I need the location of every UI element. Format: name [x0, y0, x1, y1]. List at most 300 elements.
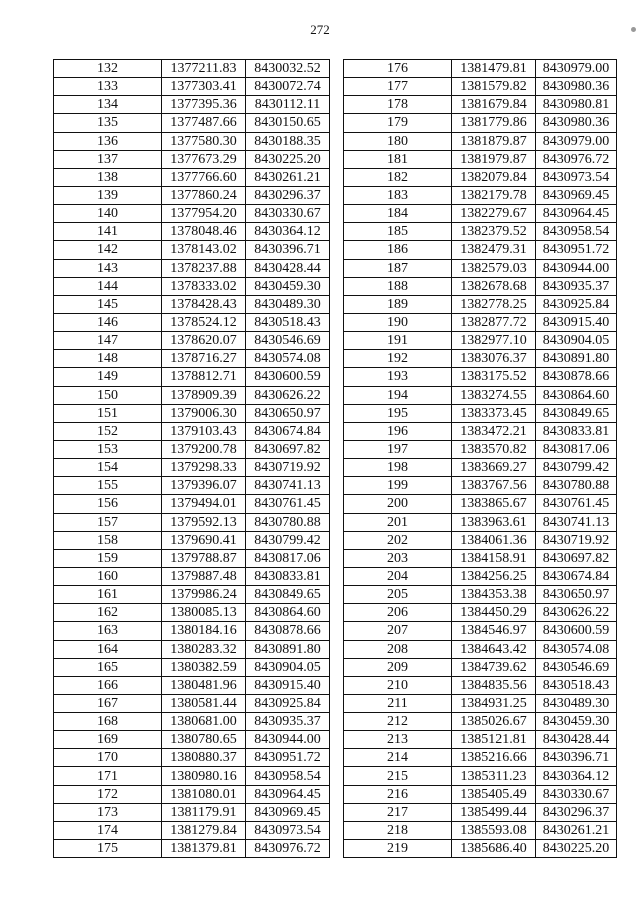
table-row	[54, 803, 330, 821]
y-coordinate-cell: 8430626.22	[536, 604, 617, 622]
point-number-cell: 188	[344, 277, 452, 295]
point-number-cell: 147	[54, 332, 162, 350]
x-coordinate-cell: 1379200.78	[162, 440, 246, 458]
y-coordinate-cell: 8430904.05	[536, 332, 617, 350]
point-number-cell: 196	[344, 422, 452, 440]
table-row	[54, 78, 330, 96]
point-number-cell: 203	[344, 549, 452, 567]
x-coordinate-cell: 1384450.29	[452, 604, 536, 622]
table-row	[54, 223, 330, 241]
table-row	[54, 495, 330, 513]
point-number-cell: 204	[344, 567, 452, 585]
scan-speck	[631, 27, 636, 32]
point-number-cell: 202	[344, 531, 452, 549]
point-number-cell: 145	[54, 295, 162, 313]
y-coordinate-cell: 8430761.45	[536, 495, 617, 513]
point-number-cell: 219	[344, 840, 452, 858]
table-row	[344, 586, 617, 604]
point-number-cell: 213	[344, 731, 452, 749]
x-coordinate-cell: 1380481.96	[162, 676, 246, 694]
table-row	[344, 640, 617, 658]
table-row	[344, 549, 617, 567]
table-row	[344, 604, 617, 622]
y-coordinate-cell: 8430935.37	[536, 277, 617, 295]
x-coordinate-cell: 1382479.31	[452, 241, 536, 259]
point-number-cell: 200	[344, 495, 452, 513]
y-coordinate-cell: 8430891.80	[536, 350, 617, 368]
y-coordinate-cell: 8430964.45	[246, 785, 330, 803]
point-number-cell: 168	[54, 713, 162, 731]
point-number-cell: 132	[54, 60, 162, 78]
x-coordinate-cell: 1380382.59	[162, 658, 246, 676]
x-coordinate-cell: 1382279.67	[452, 205, 536, 223]
table-row	[344, 440, 617, 458]
table-row	[54, 332, 330, 350]
point-number-cell: 174	[54, 821, 162, 839]
y-coordinate-cell: 8430958.54	[536, 223, 617, 241]
y-coordinate-cell: 8430626.22	[246, 386, 330, 404]
y-coordinate-cell: 8430330.67	[246, 205, 330, 223]
x-coordinate-cell: 1379298.33	[162, 459, 246, 477]
table-row	[344, 132, 617, 150]
y-coordinate-cell: 8430951.72	[536, 241, 617, 259]
y-coordinate-cell: 8430904.05	[246, 658, 330, 676]
y-coordinate-cell: 8430849.65	[536, 404, 617, 422]
y-coordinate-cell: 8430518.43	[246, 313, 330, 331]
point-number-cell: 217	[344, 803, 452, 821]
point-number-cell: 153	[54, 440, 162, 458]
x-coordinate-cell: 1381779.86	[452, 114, 536, 132]
table-row	[54, 205, 330, 223]
x-coordinate-cell: 1382179.78	[452, 186, 536, 204]
point-number-cell: 169	[54, 731, 162, 749]
x-coordinate-cell: 1383963.61	[452, 513, 536, 531]
y-coordinate-cell: 8430864.60	[246, 604, 330, 622]
point-number-cell: 138	[54, 168, 162, 186]
y-coordinate-cell: 8430489.30	[246, 295, 330, 313]
table-row	[54, 350, 330, 368]
y-coordinate-cell: 8430979.00	[536, 132, 617, 150]
y-coordinate-cell: 8430980.81	[536, 96, 617, 114]
table-row	[344, 150, 617, 168]
y-coordinate-cell: 8430973.54	[246, 821, 330, 839]
point-number-cell: 135	[54, 114, 162, 132]
y-coordinate-cell: 8430741.13	[536, 513, 617, 531]
y-coordinate-cell: 8430799.42	[536, 459, 617, 477]
y-coordinate-cell: 8430396.71	[536, 749, 617, 767]
x-coordinate-cell: 1378428.43	[162, 295, 246, 313]
table-row	[344, 459, 617, 477]
x-coordinate-cell: 1377954.20	[162, 205, 246, 223]
point-number-cell: 161	[54, 586, 162, 604]
x-coordinate-cell: 1385686.40	[452, 840, 536, 858]
table-row	[344, 78, 617, 96]
table-row	[344, 350, 617, 368]
point-number-cell: 206	[344, 604, 452, 622]
x-coordinate-cell: 1383274.55	[452, 386, 536, 404]
x-coordinate-cell: 1378524.12	[162, 313, 246, 331]
point-number-cell: 152	[54, 422, 162, 440]
point-number-cell: 194	[344, 386, 452, 404]
point-number-cell: 158	[54, 531, 162, 549]
x-coordinate-cell: 1382977.10	[452, 332, 536, 350]
x-coordinate-cell: 1382778.25	[452, 295, 536, 313]
x-coordinate-cell: 1377395.36	[162, 96, 246, 114]
x-coordinate-cell: 1382579.03	[452, 259, 536, 277]
y-coordinate-cell: 8430849.65	[246, 586, 330, 604]
x-coordinate-cell: 1379103.43	[162, 422, 246, 440]
x-coordinate-cell: 1385121.81	[452, 731, 536, 749]
table-row	[54, 749, 330, 767]
y-coordinate-cell: 8430935.37	[246, 713, 330, 731]
point-number-cell: 164	[54, 640, 162, 658]
table-row	[54, 785, 330, 803]
table-row	[54, 404, 330, 422]
table-row	[344, 259, 617, 277]
y-coordinate-cell: 8430574.08	[246, 350, 330, 368]
x-coordinate-cell: 1385311.23	[452, 767, 536, 785]
point-number-cell: 216	[344, 785, 452, 803]
table-row	[54, 713, 330, 731]
table-row	[54, 241, 330, 259]
x-coordinate-cell: 1384546.97	[452, 622, 536, 640]
x-coordinate-cell: 1381579.82	[452, 78, 536, 96]
y-coordinate-cell: 8430600.59	[536, 622, 617, 640]
y-coordinate-cell: 8430459.30	[246, 277, 330, 295]
y-coordinate-cell: 8430864.60	[536, 386, 617, 404]
table-row	[54, 658, 330, 676]
point-number-cell: 149	[54, 368, 162, 386]
point-number-cell: 165	[54, 658, 162, 676]
y-coordinate-cell: 8430976.72	[536, 150, 617, 168]
point-number-cell: 171	[54, 767, 162, 785]
x-coordinate-cell: 1383570.82	[452, 440, 536, 458]
x-coordinate-cell: 1384835.56	[452, 676, 536, 694]
point-number-cell: 212	[344, 713, 452, 731]
x-coordinate-cell: 1381479.81	[452, 60, 536, 78]
y-coordinate-cell: 8430979.00	[536, 60, 617, 78]
y-coordinate-cell: 8430719.92	[536, 531, 617, 549]
x-coordinate-cell: 1379986.24	[162, 586, 246, 604]
y-coordinate-cell: 8430697.82	[246, 440, 330, 458]
y-coordinate-cell: 8430973.54	[536, 168, 617, 186]
table-row	[344, 495, 617, 513]
point-number-cell: 148	[54, 350, 162, 368]
y-coordinate-cell: 8430969.45	[246, 803, 330, 821]
point-number-cell: 160	[54, 567, 162, 585]
y-coordinate-cell: 8430674.84	[536, 567, 617, 585]
table-row	[54, 60, 330, 78]
table-row	[344, 676, 617, 694]
x-coordinate-cell: 1379006.30	[162, 404, 246, 422]
table-row	[54, 386, 330, 404]
y-coordinate-cell: 8430833.81	[536, 422, 617, 440]
table-row	[54, 132, 330, 150]
table-row	[344, 622, 617, 640]
y-coordinate-cell: 8430780.88	[536, 477, 617, 495]
point-number-cell: 198	[344, 459, 452, 477]
x-coordinate-cell: 1377487.66	[162, 114, 246, 132]
x-coordinate-cell: 1378048.46	[162, 223, 246, 241]
point-number-cell: 187	[344, 259, 452, 277]
table-row	[54, 477, 330, 495]
y-coordinate-cell: 8430650.97	[536, 586, 617, 604]
y-coordinate-cell: 8430546.69	[246, 332, 330, 350]
y-coordinate-cell: 8430976.72	[246, 840, 330, 858]
x-coordinate-cell: 1382079.84	[452, 168, 536, 186]
table-row	[54, 277, 330, 295]
table-row	[54, 96, 330, 114]
y-coordinate-cell: 8430878.66	[536, 368, 617, 386]
point-number-cell: 191	[344, 332, 452, 350]
x-coordinate-cell: 1384256.25	[452, 567, 536, 585]
point-number-cell: 182	[344, 168, 452, 186]
y-coordinate-cell: 8430891.80	[246, 640, 330, 658]
y-coordinate-cell: 8430761.45	[246, 495, 330, 513]
x-coordinate-cell: 1385026.67	[452, 713, 536, 731]
point-number-cell: 156	[54, 495, 162, 513]
x-coordinate-cell: 1385216.66	[452, 749, 536, 767]
x-coordinate-cell: 1380283.32	[162, 640, 246, 658]
point-number-cell: 139	[54, 186, 162, 204]
y-coordinate-cell: 8430261.21	[536, 821, 617, 839]
x-coordinate-cell: 1378333.02	[162, 277, 246, 295]
x-coordinate-cell: 1379788.87	[162, 549, 246, 567]
table-row	[54, 821, 330, 839]
y-coordinate-cell: 8430650.97	[246, 404, 330, 422]
table-row	[344, 277, 617, 295]
x-coordinate-cell: 1383669.27	[452, 459, 536, 477]
point-number-cell: 172	[54, 785, 162, 803]
y-coordinate-cell: 8430428.44	[536, 731, 617, 749]
y-coordinate-cell: 8430697.82	[536, 549, 617, 567]
table-row	[344, 60, 617, 78]
point-number-cell: 184	[344, 205, 452, 223]
point-number-cell: 205	[344, 586, 452, 604]
point-number-cell: 140	[54, 205, 162, 223]
y-coordinate-cell: 8430330.67	[536, 785, 617, 803]
y-coordinate-cell: 8430799.42	[246, 531, 330, 549]
table-row	[54, 259, 330, 277]
table-row	[344, 513, 617, 531]
x-coordinate-cell: 1378812.71	[162, 368, 246, 386]
point-number-cell: 210	[344, 676, 452, 694]
table-row	[344, 731, 617, 749]
point-number-cell: 167	[54, 694, 162, 712]
x-coordinate-cell: 1383472.21	[452, 422, 536, 440]
table-row	[344, 186, 617, 204]
y-coordinate-cell: 8430428.44	[246, 259, 330, 277]
x-coordinate-cell: 1380880.37	[162, 749, 246, 767]
point-number-cell: 133	[54, 78, 162, 96]
table-row	[54, 422, 330, 440]
table-row	[344, 168, 617, 186]
x-coordinate-cell: 1383175.52	[452, 368, 536, 386]
point-number-cell: 162	[54, 604, 162, 622]
x-coordinate-cell: 1381979.87	[452, 150, 536, 168]
point-number-cell: 201	[344, 513, 452, 531]
x-coordinate-cell: 1383865.67	[452, 495, 536, 513]
x-coordinate-cell: 1381279.84	[162, 821, 246, 839]
point-number-cell: 136	[54, 132, 162, 150]
table-row	[54, 186, 330, 204]
x-coordinate-cell: 1384158.91	[452, 549, 536, 567]
y-coordinate-cell: 8430296.37	[536, 803, 617, 821]
point-number-cell: 143	[54, 259, 162, 277]
table-row	[54, 640, 330, 658]
table-row	[54, 549, 330, 567]
y-coordinate-cell: 8430878.66	[246, 622, 330, 640]
point-number-cell: 209	[344, 658, 452, 676]
coordinates-table-left	[53, 59, 330, 858]
point-number-cell: 155	[54, 477, 162, 495]
table-row	[54, 567, 330, 585]
x-coordinate-cell: 1379494.01	[162, 495, 246, 513]
x-coordinate-cell: 1383373.45	[452, 404, 536, 422]
table-row	[54, 368, 330, 386]
point-number-cell: 144	[54, 277, 162, 295]
x-coordinate-cell: 1385405.49	[452, 785, 536, 803]
y-coordinate-cell: 8430032.52	[246, 60, 330, 78]
point-number-cell: 192	[344, 350, 452, 368]
y-coordinate-cell: 8430951.72	[246, 749, 330, 767]
y-coordinate-cell: 8430150.65	[246, 114, 330, 132]
y-coordinate-cell: 8430980.36	[536, 114, 617, 132]
table-row	[344, 767, 617, 785]
y-coordinate-cell: 8430296.37	[246, 186, 330, 204]
x-coordinate-cell: 1381879.87	[452, 132, 536, 150]
x-coordinate-cell: 1380581.44	[162, 694, 246, 712]
table-row	[54, 676, 330, 694]
x-coordinate-cell: 1382877.72	[452, 313, 536, 331]
y-coordinate-cell: 8430574.08	[536, 640, 617, 658]
y-coordinate-cell: 8430817.06	[246, 549, 330, 567]
y-coordinate-cell: 8430925.84	[536, 295, 617, 313]
y-coordinate-cell: 8430958.54	[246, 767, 330, 785]
point-number-cell: 181	[344, 150, 452, 168]
x-coordinate-cell: 1379592.13	[162, 513, 246, 531]
table-row	[54, 586, 330, 604]
y-coordinate-cell: 8430674.84	[246, 422, 330, 440]
point-number-cell: 163	[54, 622, 162, 640]
table-row	[344, 785, 617, 803]
point-number-cell: 214	[344, 749, 452, 767]
point-number-cell: 146	[54, 313, 162, 331]
point-number-cell: 159	[54, 549, 162, 567]
y-coordinate-cell: 8430925.84	[246, 694, 330, 712]
point-number-cell: 178	[344, 96, 452, 114]
point-number-cell: 208	[344, 640, 452, 658]
x-coordinate-cell: 1384061.36	[452, 531, 536, 549]
x-coordinate-cell: 1378620.07	[162, 332, 246, 350]
table-row	[344, 477, 617, 495]
y-coordinate-cell: 8430980.36	[536, 78, 617, 96]
x-coordinate-cell: 1384353.38	[452, 586, 536, 604]
y-coordinate-cell: 8430915.40	[246, 676, 330, 694]
x-coordinate-cell: 1380184.16	[162, 622, 246, 640]
table-row	[344, 567, 617, 585]
x-coordinate-cell: 1379690.41	[162, 531, 246, 549]
table-row	[54, 459, 330, 477]
table-row	[344, 386, 617, 404]
table-row	[344, 295, 617, 313]
x-coordinate-cell: 1380780.65	[162, 731, 246, 749]
point-number-cell: 207	[344, 622, 452, 640]
point-number-cell: 189	[344, 295, 452, 313]
table-row	[344, 531, 617, 549]
x-coordinate-cell: 1381080.01	[162, 785, 246, 803]
x-coordinate-cell: 1377766.60	[162, 168, 246, 186]
x-coordinate-cell: 1385593.08	[452, 821, 536, 839]
table-row	[344, 404, 617, 422]
table-row	[344, 422, 617, 440]
table-row	[54, 114, 330, 132]
point-number-cell: 142	[54, 241, 162, 259]
x-coordinate-cell: 1379887.48	[162, 567, 246, 585]
table-row	[344, 749, 617, 767]
table-row	[54, 313, 330, 331]
y-coordinate-cell: 8430225.20	[246, 150, 330, 168]
page-number: 272	[310, 22, 330, 37]
y-coordinate-cell: 8430396.71	[246, 241, 330, 259]
point-number-cell: 180	[344, 132, 452, 150]
point-number-cell: 157	[54, 513, 162, 531]
y-coordinate-cell: 8430964.45	[536, 205, 617, 223]
point-number-cell: 170	[54, 749, 162, 767]
x-coordinate-cell: 1379396.07	[162, 477, 246, 495]
y-coordinate-cell: 8430459.30	[536, 713, 617, 731]
table-row	[54, 150, 330, 168]
y-coordinate-cell: 8430944.00	[536, 259, 617, 277]
table-row	[344, 368, 617, 386]
x-coordinate-cell: 1381379.81	[162, 840, 246, 858]
table-row	[344, 840, 617, 858]
y-coordinate-cell: 8430600.59	[246, 368, 330, 386]
x-coordinate-cell: 1384643.42	[452, 640, 536, 658]
x-coordinate-cell: 1380681.00	[162, 713, 246, 731]
x-coordinate-cell: 1377673.29	[162, 150, 246, 168]
point-number-cell: 151	[54, 404, 162, 422]
point-number-cell: 137	[54, 150, 162, 168]
x-coordinate-cell: 1378143.02	[162, 241, 246, 259]
table-row	[54, 767, 330, 785]
y-coordinate-cell: 8430225.20	[536, 840, 617, 858]
point-number-cell: 185	[344, 223, 452, 241]
point-number-cell: 186	[344, 241, 452, 259]
table-row	[344, 313, 617, 331]
point-number-cell: 183	[344, 186, 452, 204]
point-number-cell: 197	[344, 440, 452, 458]
y-coordinate-cell: 8430364.12	[536, 767, 617, 785]
x-coordinate-cell: 1378237.88	[162, 259, 246, 277]
point-number-cell: 173	[54, 803, 162, 821]
point-number-cell: 166	[54, 676, 162, 694]
y-coordinate-cell: 8430364.12	[246, 223, 330, 241]
table-row	[54, 440, 330, 458]
point-number-cell: 215	[344, 767, 452, 785]
x-coordinate-cell: 1377303.41	[162, 78, 246, 96]
y-coordinate-cell: 8430817.06	[536, 440, 617, 458]
y-coordinate-cell: 8430833.81	[246, 567, 330, 585]
y-coordinate-cell: 8430518.43	[536, 676, 617, 694]
point-number-cell: 141	[54, 223, 162, 241]
table-row	[344, 803, 617, 821]
x-coordinate-cell: 1378909.39	[162, 386, 246, 404]
point-number-cell: 190	[344, 313, 452, 331]
table-row	[54, 531, 330, 549]
table-row	[54, 622, 330, 640]
point-number-cell: 218	[344, 821, 452, 839]
